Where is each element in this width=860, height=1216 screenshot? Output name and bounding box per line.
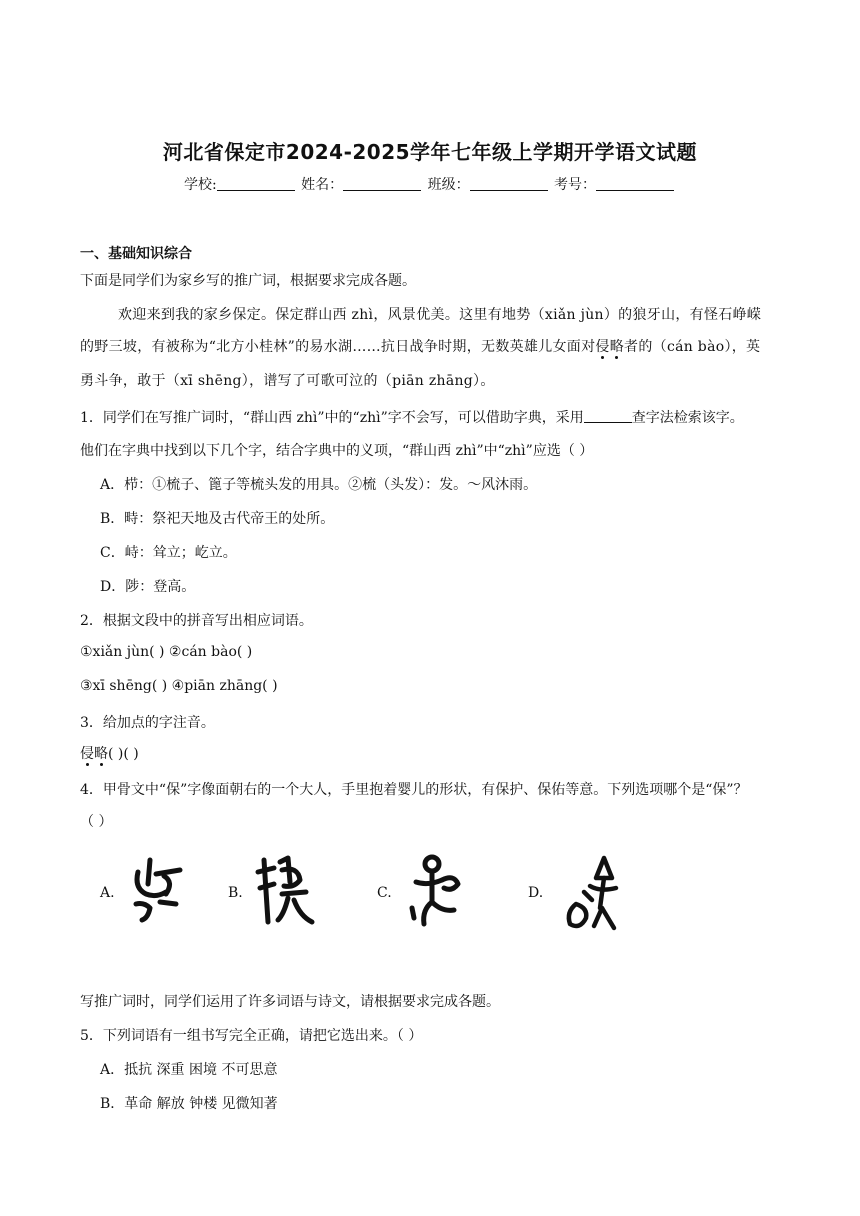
intro-text-2: 写推广词时，同学们运用了许多词语与诗文，请根据要求完成各题。 [80, 994, 500, 1010]
school-label: 学校: [183, 177, 217, 193]
intro-text: 下面是同学们为家乡写的推广词，根据要求完成各题。 [80, 273, 416, 289]
oracle-bone-glyph-a[interactable] [126, 852, 186, 924]
option-d-label[interactable]: D. [528, 885, 544, 901]
question-1-option-c[interactable]: C．峙：耸立；屹立。 [100, 545, 237, 561]
question-2-row-1[interactable]: ①xiǎn jùn( ) ②cán bào( ) [80, 644, 253, 660]
school-blank[interactable] [217, 176, 295, 191]
class-label: 班级： [427, 177, 470, 193]
option-a-label[interactable]: A. [100, 885, 115, 901]
section-heading: 一、基础知识综合 [80, 246, 192, 262]
question-1-option-d[interactable]: D．陟：登高。 [100, 579, 196, 595]
dotted-char: 侵 [595, 339, 610, 355]
passage-line-1: 欢迎来到我的家乡保定。保定群山西 zhì，风景优美。这里有地势（xiǎn jùn）的狼牙山，有怪石峥嵘 [118, 307, 762, 323]
question-4-paren: （ ） [80, 814, 113, 830]
class-blank[interactable] [470, 176, 548, 191]
question-5-stem: 5．下列词语有一组书写完全正确，请把它选出来。（ ） [80, 1028, 423, 1044]
question-1-option-b[interactable]: B．畤：祭祀天地及古代帝王的处所。 [100, 511, 335, 527]
question-5-option-b[interactable]: B．革命 解放 钟楼 见微知著 [100, 1096, 278, 1112]
option-c-label[interactable]: C. [377, 885, 392, 901]
oracle-bone-glyph-b[interactable] [254, 852, 318, 928]
question-2-row-2[interactable]: ③xī shēng( ) ④piān zhāng( ) [80, 678, 278, 694]
option-b-label[interactable]: B. [228, 885, 243, 901]
question-5-option-a[interactable]: A．抵抗 深重 困境 不可思意 [100, 1062, 278, 1078]
oracle-bone-glyph-c[interactable] [402, 852, 466, 932]
question-1-stem: 1．同学们在写推广词时，“群山西 zhì”中的“zhì”字不会写，可以借助字典，采用 查字法检索该字。 [80, 410, 744, 426]
question-1-option-a[interactable]: A．栉：①梳子、篦子等梳头发的用具。②梳（头发）：发。～风沐雨。 [100, 477, 538, 493]
passage-line-2: 的野三坡，有被称为“北方小桂林”的易水湖……抗日战争时期，无数英雄儿女面对侵略者的（cán bào），英 [80, 339, 761, 355]
answer-blank[interactable] [584, 410, 632, 423]
exam-number-label: 考号： [554, 177, 597, 193]
question-1-stem-2: 他们在字典中找到以下几个字，结合字典中的义项，“群山西 zhì”中“zhì”应选（ ） [80, 443, 594, 459]
question-3-answer[interactable]: 侵略( )( ) [80, 746, 139, 762]
dotted-char: 略 [94, 746, 108, 762]
exam-number-blank[interactable] [596, 176, 674, 191]
oracle-bone-glyph-d[interactable] [560, 852, 624, 934]
student-info-row [0, 174, 860, 194]
question-3-stem: 3．给加点的字注音。 [80, 715, 215, 731]
question-4-stem: 4．甲骨文中“保”字像面朝右的一个大人，手里抱着婴儿的形状，有保护、保佑等意。下列选项哪个是“保”？ [80, 782, 748, 798]
passage-line-3: 勇斗争，敢于（xī shēng），谱写了可歌可泣的（piān zhāng）。 [80, 373, 495, 389]
name-label: 姓名： [301, 177, 344, 193]
question-2-stem: 2．根据文段中的拼音写出相应词语。 [80, 613, 313, 629]
dotted-char: 略 [609, 339, 625, 355]
name-blank[interactable] [343, 176, 421, 191]
page-title: 河北省保定市2024-2025学年七年级上学期开学语文试题 [162, 140, 698, 164]
dotted-char: 侵 [80, 746, 94, 762]
